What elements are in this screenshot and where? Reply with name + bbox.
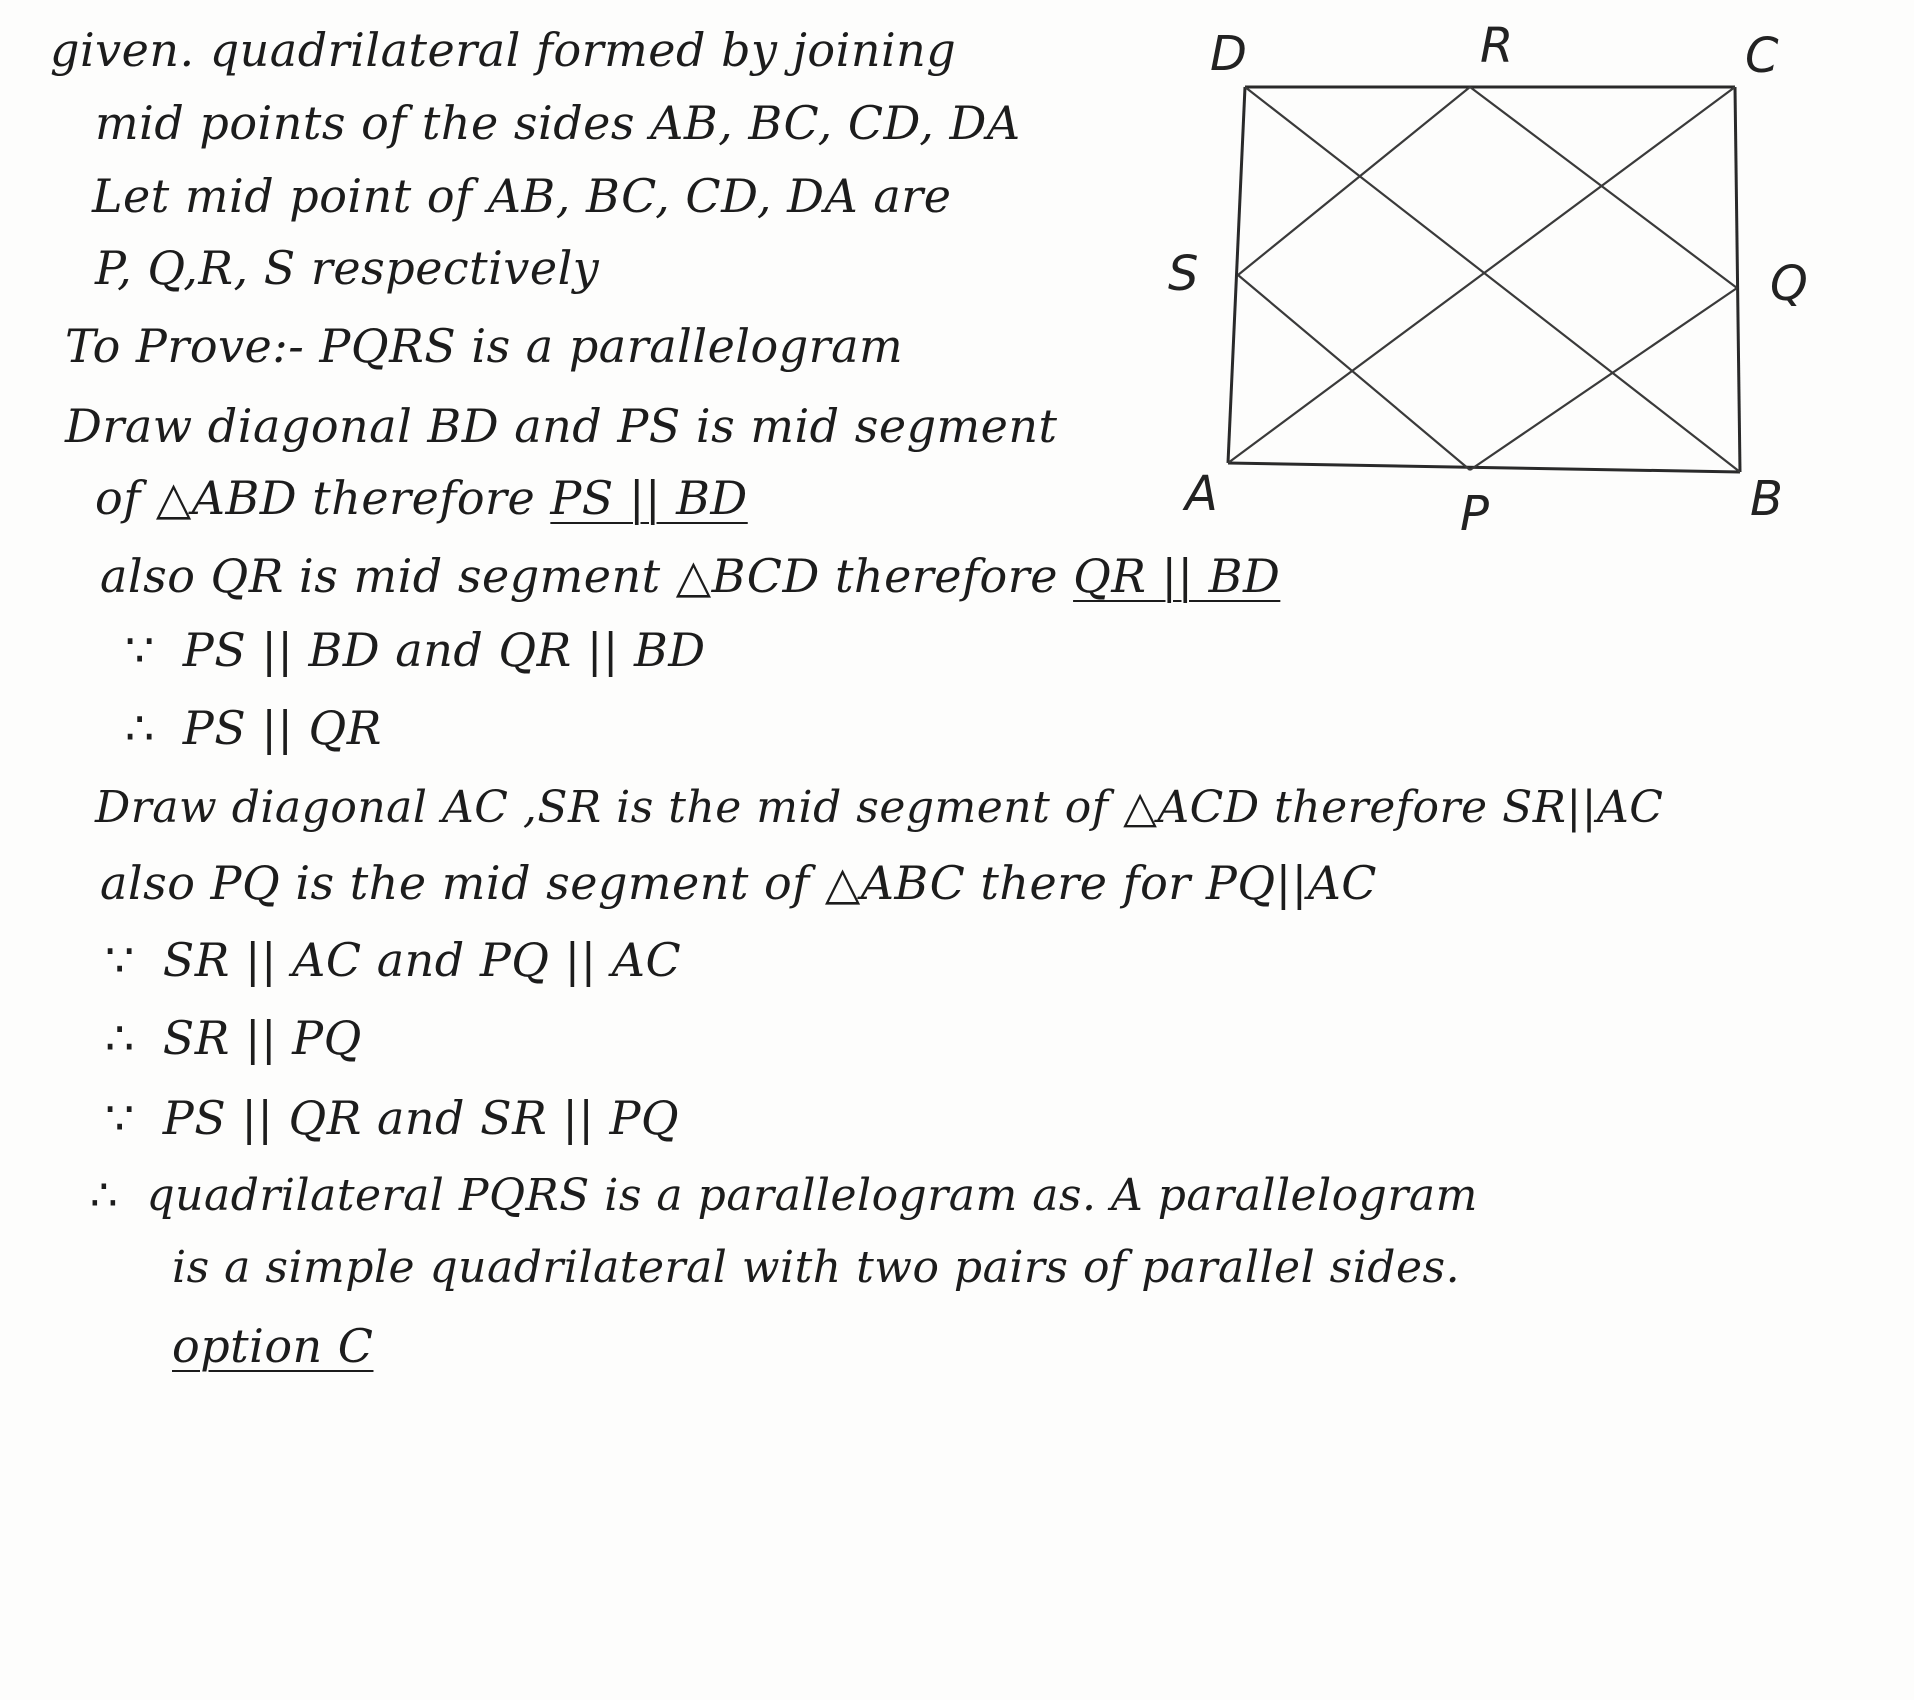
- pq-midsegment-text: also PQ is the mid segment of △ABC there for PQ||AC: [100, 856, 1377, 910]
- abd-therefore-text: of △ABD therefore: [95, 471, 536, 525]
- label-d: D: [1210, 26, 1247, 82]
- diagonal-bd: [1245, 87, 1740, 472]
- text-line-let: [92, 168, 951, 224]
- text-line-midpoints: [95, 95, 1021, 151]
- segment-rs: [1238, 87, 1470, 275]
- text-line-since-2: [105, 932, 681, 988]
- segment-pq: [1470, 288, 1737, 470]
- side-cb: [1735, 87, 1740, 472]
- label-a: A: [1185, 466, 1218, 522]
- text-line-pq-midsegment: [100, 855, 1377, 911]
- side-ba: [1228, 463, 1740, 472]
- side-ad: [1228, 87, 1245, 463]
- therefore-symbol: ∴: [90, 1170, 119, 1221]
- text-line-therefore-1: [125, 700, 382, 756]
- option-text: option C: [172, 1319, 374, 1373]
- qr-midsegment-text: also QR is mid segment △BCD therefore: [100, 549, 1058, 603]
- qr-parallel-bd-underlined: QR || BD: [1073, 549, 1281, 603]
- text-line-draw-bd: [65, 398, 1057, 454]
- since-2-text: SR || AC and PQ || AC: [162, 933, 682, 987]
- given-text: given. quadrilateral formed by joining: [50, 23, 957, 77]
- text-line-therefore-2: [105, 1010, 362, 1066]
- text-line-definition: [172, 1240, 1460, 1296]
- segment-qr: [1470, 87, 1737, 288]
- since-symbol: ∵: [125, 623, 155, 677]
- text-line-draw-ac: [95, 780, 1663, 836]
- text-line-abd: [95, 470, 748, 526]
- definition-text: is a simple quadrilateral with two pairs of parallel sides.: [172, 1242, 1461, 1293]
- therefore-2-text: SR || PQ: [162, 1011, 362, 1065]
- conclusion-text: quadrilateral PQRS is a parallelogram as. A parallelogram: [146, 1170, 1478, 1221]
- label-s: S: [1168, 246, 1199, 302]
- text-line-to-prove: [65, 318, 903, 374]
- segment-sp: [1238, 275, 1470, 470]
- ps-parallel-bd-underlined: PS || BD: [550, 471, 748, 525]
- since-3-text: PS || QR and SR || PQ: [162, 1091, 680, 1145]
- since-1-text: PS || BD and QR || BD: [182, 623, 706, 677]
- to-prove-text: To Prove:- PQRS is a parallelogram: [65, 319, 904, 373]
- text-line-since-3: [105, 1090, 679, 1146]
- text-line-option: [172, 1318, 373, 1374]
- respectively-text: P, Q,R, S respectively: [95, 241, 600, 295]
- draw-ac-text: Draw diagonal AC ,SR is the mid segment of △ACD therefore SR||AC: [95, 782, 1664, 833]
- midpoints-text: mid points of the sides AB, BC, CD, DA: [95, 96, 1021, 150]
- label-q: Q: [1770, 256, 1808, 312]
- text-line-conclusion: [90, 1168, 1478, 1224]
- rectangle-figure: [1150, 10, 1890, 530]
- label-b: B: [1750, 471, 1783, 527]
- text-line-respectively: [95, 240, 599, 296]
- let-text: Let mid point of AB, BC, CD, DA are: [92, 169, 952, 223]
- label-p: P: [1460, 486, 1489, 530]
- text-line-qr-midsegment: [100, 548, 1280, 604]
- diagonal-ac: [1228, 87, 1735, 463]
- therefore-1-text: PS || QR: [182, 701, 382, 755]
- text-line-given: [50, 22, 956, 78]
- therefore-symbol: ∴: [105, 1011, 135, 1065]
- text-line-since-1: [125, 622, 706, 678]
- draw-bd-text: Draw diagonal BD and PS is mid segment: [65, 399, 1058, 453]
- label-r: R: [1480, 18, 1514, 74]
- therefore-symbol: ∴: [125, 701, 155, 755]
- since-symbol: ∵: [105, 1091, 135, 1145]
- since-symbol: ∵: [105, 933, 135, 987]
- label-c: C: [1745, 28, 1779, 84]
